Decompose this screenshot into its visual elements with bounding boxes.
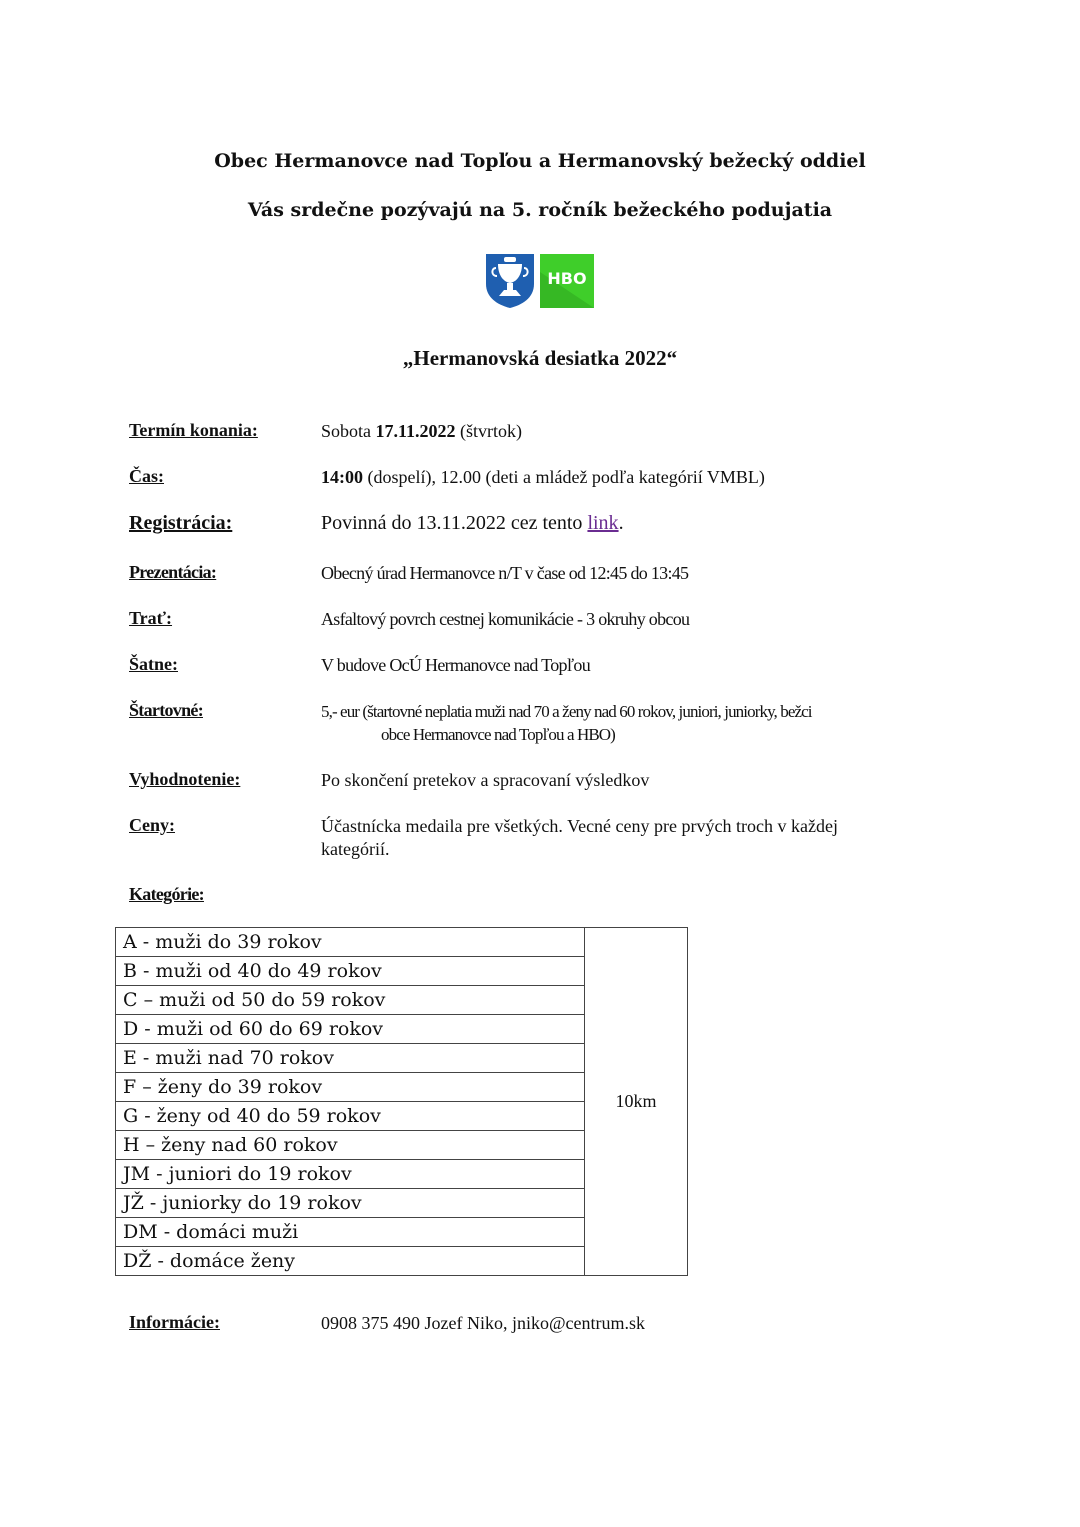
cas-time: 14:00 [321, 467, 363, 487]
informacie-value: 0908 375 490 Jozef Niko, jniko@centrum.sk [321, 1313, 646, 1333]
category-cell: DM - domáci muži [116, 1218, 585, 1247]
termin-prefix: Sobota [321, 421, 376, 441]
registracia-label: Registrácia: [129, 512, 233, 534]
category-cell: JŽ - juniorky do 19 rokov [116, 1189, 585, 1218]
ceny-line-2: kategórií. [321, 839, 390, 859]
event-title: „Hermanovská desiatka 2022“ [402, 346, 678, 370]
hbo-club-logo [540, 254, 594, 308]
termin-suffix: (štvrtok) [455, 421, 523, 441]
kategorie-label: Kategórie: [129, 884, 204, 904]
category-cell: G - ženy od 40 do 59 rokov [116, 1102, 585, 1131]
cas-label: Čas: [129, 466, 164, 486]
category-cell: JM - juniori do 19 rokov [116, 1160, 585, 1189]
vyhodnotenie-value: Po skončení pretekov a spracovaní výsledkov [321, 770, 650, 790]
table-row [116, 928, 688, 957]
satne-value: V budove OcÚ Hermanovce nad Topľou [321, 655, 591, 675]
ceny-label: Ceny: [129, 815, 175, 835]
trat-label: Trať: [129, 608, 173, 628]
header-line-1: Obec Hermanovce nad Topľou a Hermanovský bežecký oddiel [214, 150, 866, 172]
category-cell: DŽ - domáce ženy [116, 1247, 585, 1276]
categories-table [115, 927, 688, 1276]
trat-value: Asfaltový povrch cestnej komunikácie - 3 okruhy obcou [321, 609, 690, 629]
prezentacia-label: Prezentácia: [129, 562, 217, 582]
startovne-line-1: 5,- eur (štartovné neplatia muži nad 70 a ženy nad 60 rokov, juniori, juniorky, bežci [321, 702, 812, 721]
header-line-2: Vás srdečne pozývajú na 5. ročník bežeckého podujatia [247, 199, 833, 221]
category-cell: F – ženy do 39 rokov [116, 1073, 585, 1102]
distance-cell: 10km [585, 928, 688, 1276]
ceny-line-1: Účastnícka medaila pre všetkých. Vecné ceny pre prvých troch v každej [321, 816, 838, 836]
vyhodnotenie-label: Vyhodnotenie: [129, 769, 241, 789]
logos [484, 252, 596, 308]
startovne-value [321, 700, 931, 746]
category-cell: A - muži do 39 rokov [116, 928, 585, 957]
registration-link[interactable]: link [587, 512, 619, 534]
termin-date: 17.11.2022 [375, 421, 456, 441]
termin-value [321, 420, 522, 443]
hbo-logo-text: HBO [547, 269, 587, 288]
satne-label: Šatne: [129, 654, 178, 674]
ceny-value [321, 815, 931, 861]
category-cell: H – ženy nad 60 rokov [116, 1131, 585, 1160]
informacie-label: Informácie: [129, 1312, 220, 1332]
registracia-end: . [618, 512, 624, 534]
category-cell: C – muži od 50 do 59 rokov [116, 986, 585, 1015]
startovne-line-2: obce Hermanovce nad Topľou a HBO) [381, 725, 615, 744]
category-cell: E - muži nad 70 rokov [116, 1044, 585, 1073]
category-cell: B - muži od 40 do 49 rokov [116, 957, 585, 986]
prezentacia-value: Obecný úrad Hermanovce n/T v čase od 12:45 do 13:45 [321, 563, 689, 583]
startovne-label: Štartovné: [129, 700, 203, 720]
cas-value [321, 466, 765, 489]
registracia-value [321, 512, 624, 535]
registracia-text: Povinná do 13.11.2022 cez tento [321, 512, 588, 534]
cas-rest: (dospelí), 12.00 (deti a mládež podľa kategórií VMBL) [363, 467, 765, 487]
category-cell: D - muži od 60 do 69 rokov [116, 1015, 585, 1044]
termin-label: Termín konania: [129, 420, 258, 440]
municipal-coat-of-arms-icon [486, 254, 534, 308]
